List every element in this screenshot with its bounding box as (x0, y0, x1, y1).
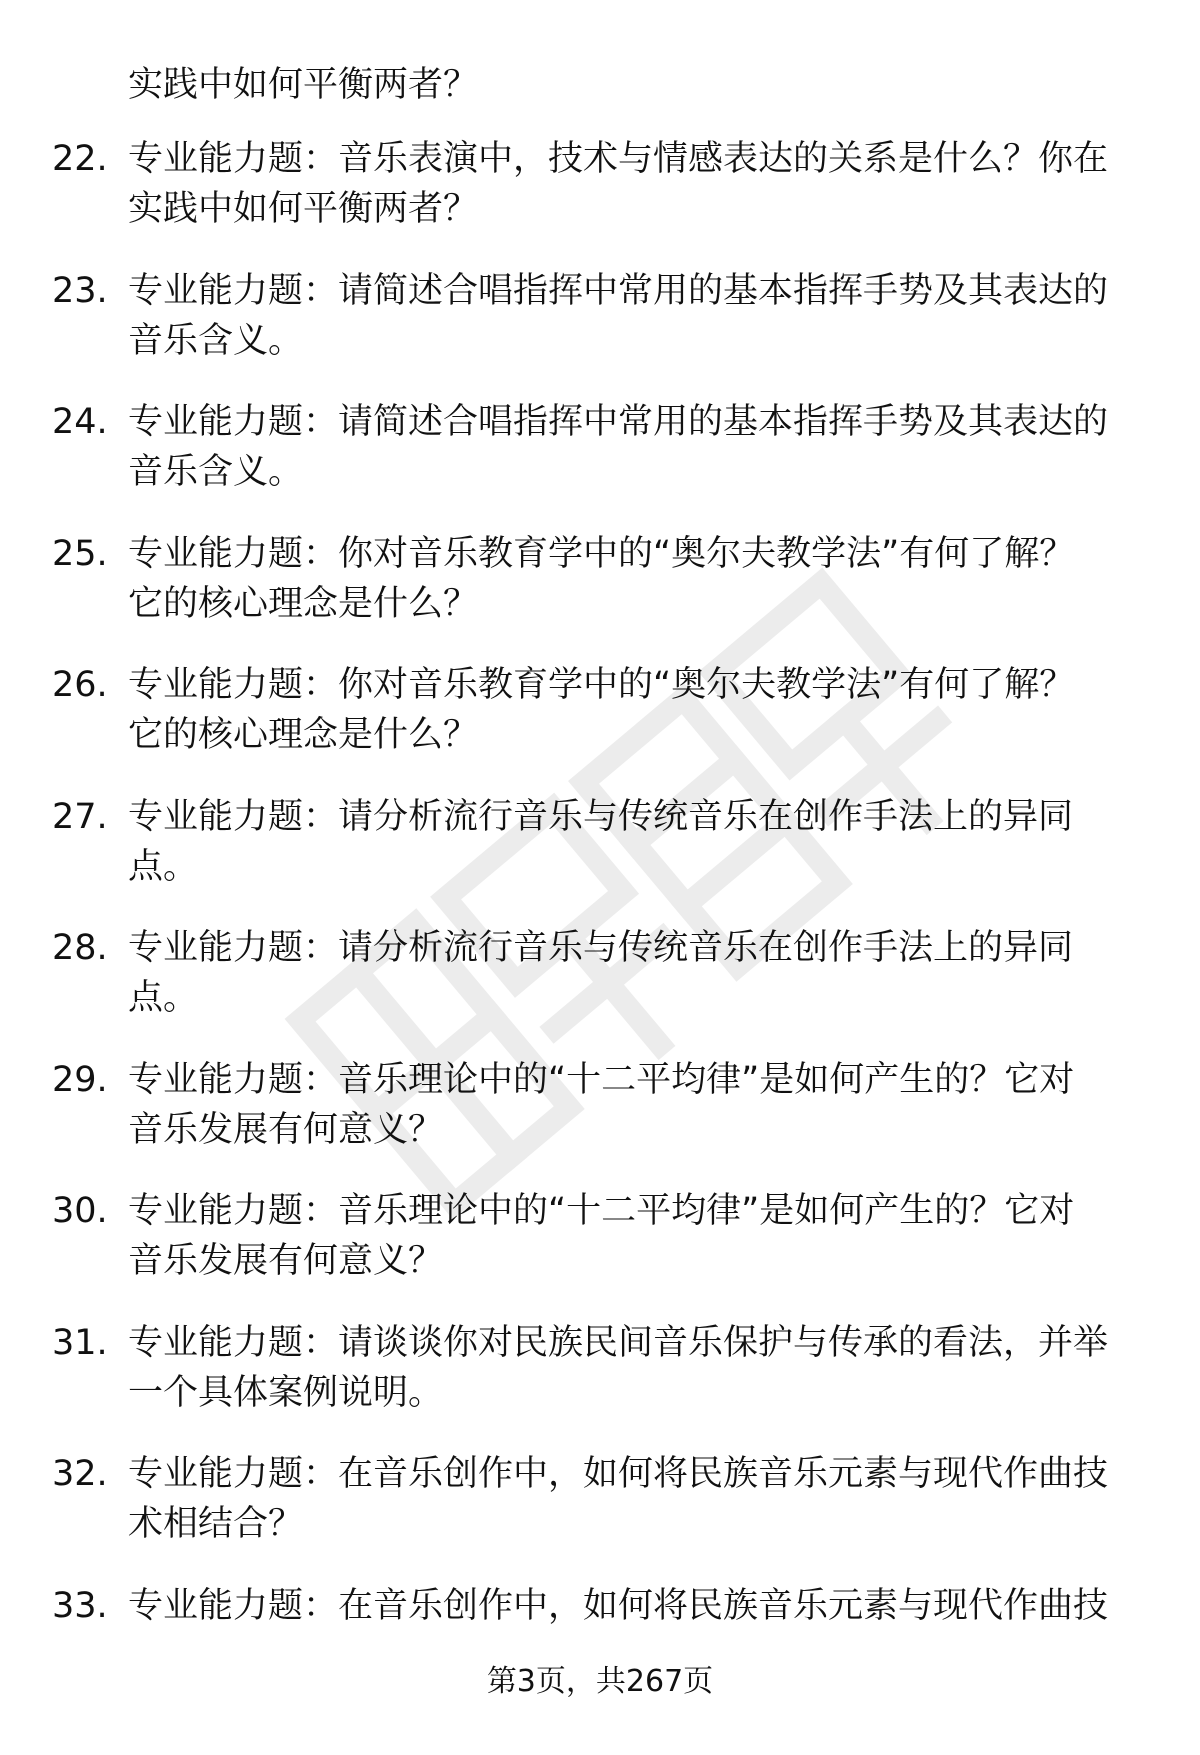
question-text-line: 专业能力题：请谈谈你对民族民间音乐保护与传承的看法，并举 (128, 1322, 1109, 1363)
question-text-line: 专业能力题：在音乐创作中，如何将民族音乐元素与现代作曲技 (128, 1454, 1109, 1494)
question-number: 27. (52, 796, 108, 837)
question-list (0, 134, 1200, 1712)
question-text-line: 它的核心理念是什么？ (128, 583, 479, 624)
question-text-line: 专业能力题：请分析流行音乐与传统音乐在创作手法上的异同 (128, 796, 1074, 837)
question-number: 24. (52, 402, 108, 442)
question-item (0, 1449, 1200, 1581)
question-text-line: 专业能力题：音乐理论中的“十二平均律”是如何产生的？它对 (128, 1059, 1075, 1100)
question-number: 26. (52, 665, 108, 705)
question-item (0, 266, 1200, 398)
question-number: 28. (52, 928, 108, 968)
question-number: 22. (52, 139, 108, 179)
question-text-line: 音乐发展有何意义？ (128, 1109, 444, 1150)
question-text-line: 专业能力题：音乐理论中的“十二平均律”是如何产生的？它对 (128, 1191, 1075, 1231)
question-number: 31. (52, 1322, 108, 1363)
question-text-line: 专业能力题：音乐表演中，技术与情感表达的关系是什么？你在 (128, 139, 1109, 179)
question-text-line: 音乐发展有何意义？ (128, 1241, 444, 1281)
question-text-line: 一个具体案例说明。 (128, 1372, 444, 1413)
question-text-line: 它的核心理念是什么？ (128, 715, 479, 755)
question-text-line: 专业能力题：请简述合唱指挥中常用的基本指挥手势及其表达的 (128, 270, 1109, 311)
question-number: 33. (52, 1585, 108, 1626)
question-number: 29. (52, 1059, 108, 1100)
continued-question-text: 实践中如何平衡两者？ (128, 65, 479, 105)
question-text-line: 点。 (128, 978, 199, 1018)
question-item (0, 1055, 1200, 1187)
question-number: 30. (52, 1191, 108, 1231)
question-text-line: 专业能力题：在音乐创作中，如何将民族音乐元素与现代作曲技 (128, 1585, 1109, 1626)
question-number: 25. (52, 533, 108, 574)
question-text-line: 点。 (128, 846, 199, 887)
question-item (0, 1318, 1200, 1450)
question-item (0, 660, 1200, 792)
question-text-line: 专业能力题：你对音乐教育学中的“奥尔夫教学法”有何了解？ (128, 533, 1075, 574)
question-item (0, 923, 1200, 1055)
question-item (0, 397, 1200, 529)
question-number: 23. (52, 270, 108, 311)
question-text-line: 专业能力题：你对音乐教育学中的“奥尔夫教学法”有何了解？ (128, 665, 1075, 705)
question-item (0, 1186, 1200, 1318)
question-text-line: 音乐含义。 (128, 320, 304, 361)
question-item (0, 792, 1200, 924)
question-item (0, 134, 1200, 266)
question-text-line: 实践中如何平衡两者？ (128, 189, 479, 229)
question-number: 32. (52, 1454, 108, 1494)
question-text-line: 专业能力题：请分析流行音乐与传统音乐在创作手法上的异同 (128, 928, 1074, 968)
question-item (0, 529, 1200, 661)
question-text-line: 专业能力题：请简述合唱指挥中常用的基本指挥手势及其表达的 (128, 402, 1109, 442)
question-text-line: 术相结合？ (128, 1504, 304, 1544)
question-text-line: 音乐含义。 (128, 452, 304, 492)
page-number-footer: 第3页，共267页 (486, 1664, 714, 1699)
